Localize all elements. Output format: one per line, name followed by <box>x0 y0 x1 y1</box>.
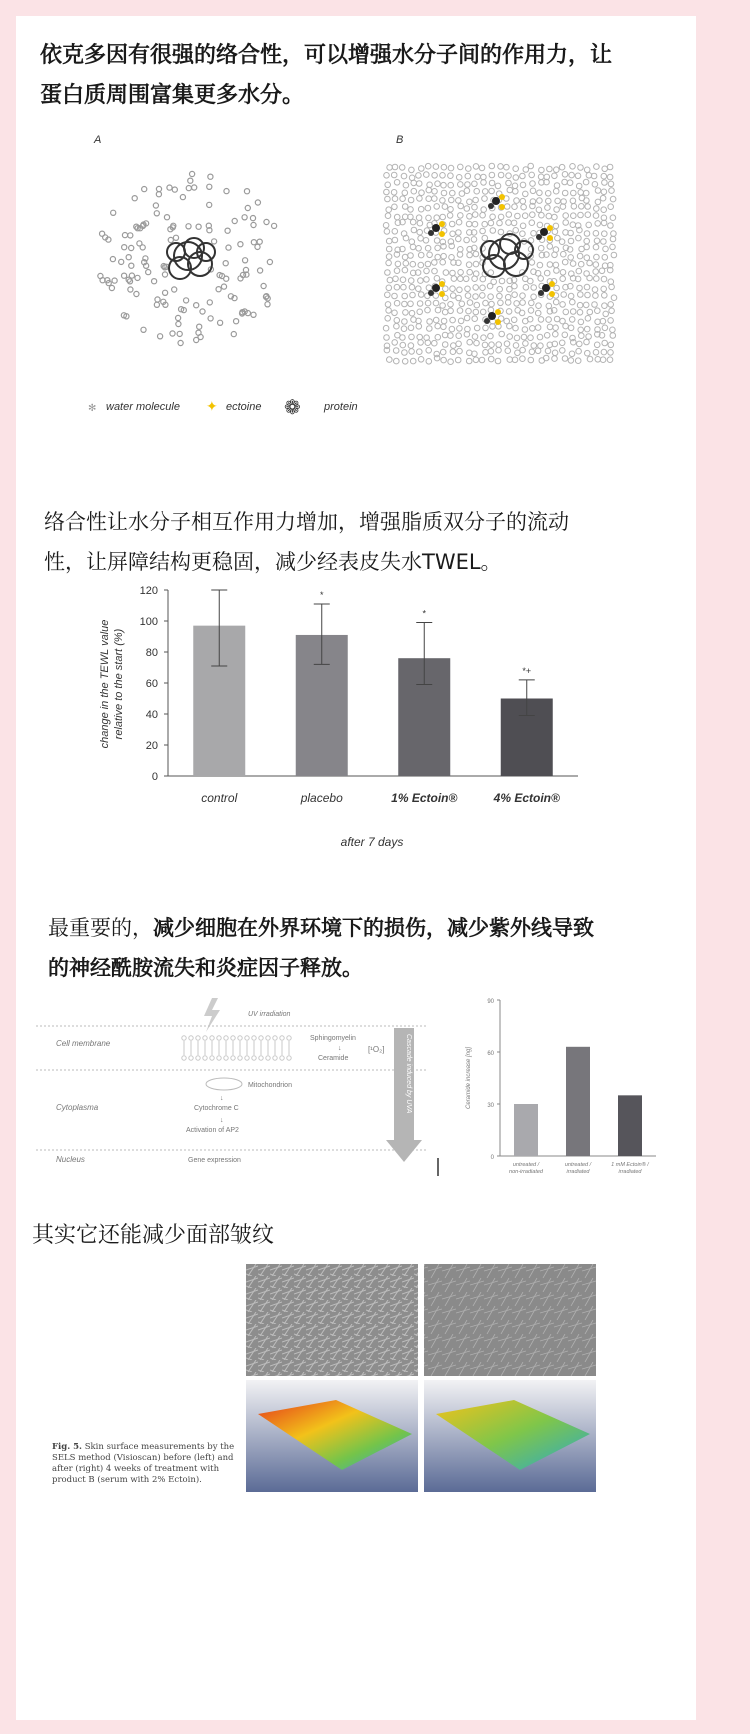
legend-ectoine: ectoine <box>226 401 262 413</box>
card-complexation <box>16 16 696 494</box>
x-tick-label-0-line2: non-irradiated <box>509 1169 543 1175</box>
x-tick-label-0-line1: untreated / <box>512 1162 540 1168</box>
water-lattice-b <box>383 163 616 364</box>
panel-b-label: B <box>396 134 404 146</box>
section1-text-line2: 蛋白质周围富集更多水分。 <box>40 83 305 108</box>
skin-after-photo <box>424 1264 596 1376</box>
y-tick-label: 20 <box>145 740 158 752</box>
x-tick-label-2-line2: irradiated <box>618 1169 642 1175</box>
bar-1 <box>566 1047 590 1156</box>
gene-expression-label: Gene expression <box>188 1157 241 1164</box>
protein-icon: ❁ <box>284 395 301 419</box>
y-tick-label: 30 <box>487 1103 494 1109</box>
ceramide-label: Ceramide <box>318 1055 349 1062</box>
section1-text-line1: 依克多因有很强的络合性，可以增强水分子间的作用力，让 <box>40 43 613 68</box>
x-tick-label-0: control <box>201 791 238 805</box>
x-tick-label-1: placebo <box>300 791 343 805</box>
ceramide-bar-chart <box>452 992 662 1192</box>
significance-marker-3: *+ <box>522 665 532 676</box>
skin-before-photo <box>246 1264 418 1376</box>
bar-0 <box>514 1104 538 1156</box>
section3-prefix: 最重要的， <box>48 916 153 940</box>
legend <box>88 395 448 425</box>
lipid-bilayer <box>182 1036 291 1060</box>
legend-protein: protein <box>324 401 358 413</box>
svg-text:↓: ↓ <box>220 1117 224 1124</box>
y-tick-label: 60 <box>145 678 158 690</box>
caption-line4: product B (serum with 2% Ectoin). <box>52 1475 202 1485</box>
cascade-label: Cascade induced by UVA <box>405 1034 412 1114</box>
water-molecule-icon: ✻ <box>88 403 97 414</box>
cytoplasma-label: Cytoplasma <box>56 1103 99 1112</box>
card-tewl <box>16 494 696 886</box>
legend-water: water molecule <box>106 401 180 413</box>
nucleus-label: Nucleus <box>56 1155 85 1164</box>
x-tick-label-1-line2: irradiated <box>566 1169 590 1175</box>
sphingomyelin-label: Sphingomyelin <box>310 1035 356 1042</box>
lightning-icon <box>204 998 220 1032</box>
y-tick-label: 0 <box>490 1155 494 1161</box>
cytochrome-label: Cytochrome C <box>194 1105 239 1112</box>
caption-line3: after (right) 4 weeks of treatment with <box>52 1464 220 1474</box>
significance-marker-2: * <box>422 608 427 619</box>
skin-surface-images <box>246 1264 606 1504</box>
x-tick-label-2: 1% Ectoin® <box>391 791 458 805</box>
mitochondrion-icon <box>206 1078 242 1090</box>
tewl-bar-chart <box>16 580 696 880</box>
y-tick-label: 120 <box>139 585 158 597</box>
card-wrinkles <box>16 1206 696 1720</box>
y-axis-label-line2: relative to the start (%) <box>113 628 125 740</box>
x-axis-label: after 7 days <box>340 835 404 849</box>
section3-bold-line1: 减少细胞在外界环境下的损伤，减少紫外线导致 <box>153 916 594 940</box>
y-tick-label: 40 <box>145 709 158 721</box>
y-axis-label-line1: change in the TEWL value <box>99 619 111 749</box>
uv-label: UV irradiation <box>248 1011 291 1018</box>
cell-membrane-label: Cell membrane <box>56 1039 111 1048</box>
y-tick-label: 0 <box>151 771 158 783</box>
cascade-arrow <box>386 1028 422 1162</box>
molecule-illustration <box>16 156 696 416</box>
bar-2 <box>618 1095 642 1156</box>
y-tick-label: 80 <box>145 647 158 659</box>
section4-text: 其实它还能减少面部皱纹 <box>32 1223 275 1248</box>
x-tick-label-3: 4% Ectoin® <box>493 791 560 805</box>
significance-marker-1: * <box>319 589 324 600</box>
ap2-label: Activation of AP2 <box>186 1127 239 1134</box>
section3-text-line1 <box>48 912 594 942</box>
ectoine-icon: ✦ <box>206 399 218 415</box>
ectoine-molecule-1 <box>488 194 505 210</box>
section2-text-line2: 性，让屏障结构更稳固，减少经表皮失水TWEL。 <box>44 550 502 574</box>
svg-text:↓: ↓ <box>338 1045 342 1052</box>
y-tick-label: 60 <box>487 1051 494 1057</box>
caption-line2: SELS method (Visioscan) before (left) and <box>52 1453 234 1463</box>
caption-fig-label: Fig. 5. <box>52 1442 82 1452</box>
x-tick-label-1-line1: untreated / <box>564 1162 592 1168</box>
caption-line1: Skin surface measurements by the <box>84 1442 235 1452</box>
panel-a-label: A <box>94 134 102 146</box>
figure-caption <box>52 1442 256 1486</box>
singlet-oxygen-label: [¹O₂] <box>368 1045 385 1054</box>
y-tick-label: 90 <box>487 999 494 1005</box>
y-axis-label: Ceramide increase [ng] <box>466 1046 472 1110</box>
section2-text-line1: 络合性让水分子相互作用力增加，增强脂质双分子的流动 <box>44 510 569 534</box>
card-ceramide <box>16 886 696 1206</box>
uv-cascade-diagram <box>16 994 456 1204</box>
mitochondrion-label: Mitochondrion <box>248 1082 292 1089</box>
section3-bold-line2: 的神经酰胺流失和炎症因子释放。 <box>48 956 363 980</box>
y-tick-label: 100 <box>139 616 158 628</box>
x-tick-label-2-line1: 1 mM Ectoin® / <box>611 1162 649 1168</box>
protein-icon-a <box>167 238 215 279</box>
svg-text:↓: ↓ <box>220 1095 224 1102</box>
